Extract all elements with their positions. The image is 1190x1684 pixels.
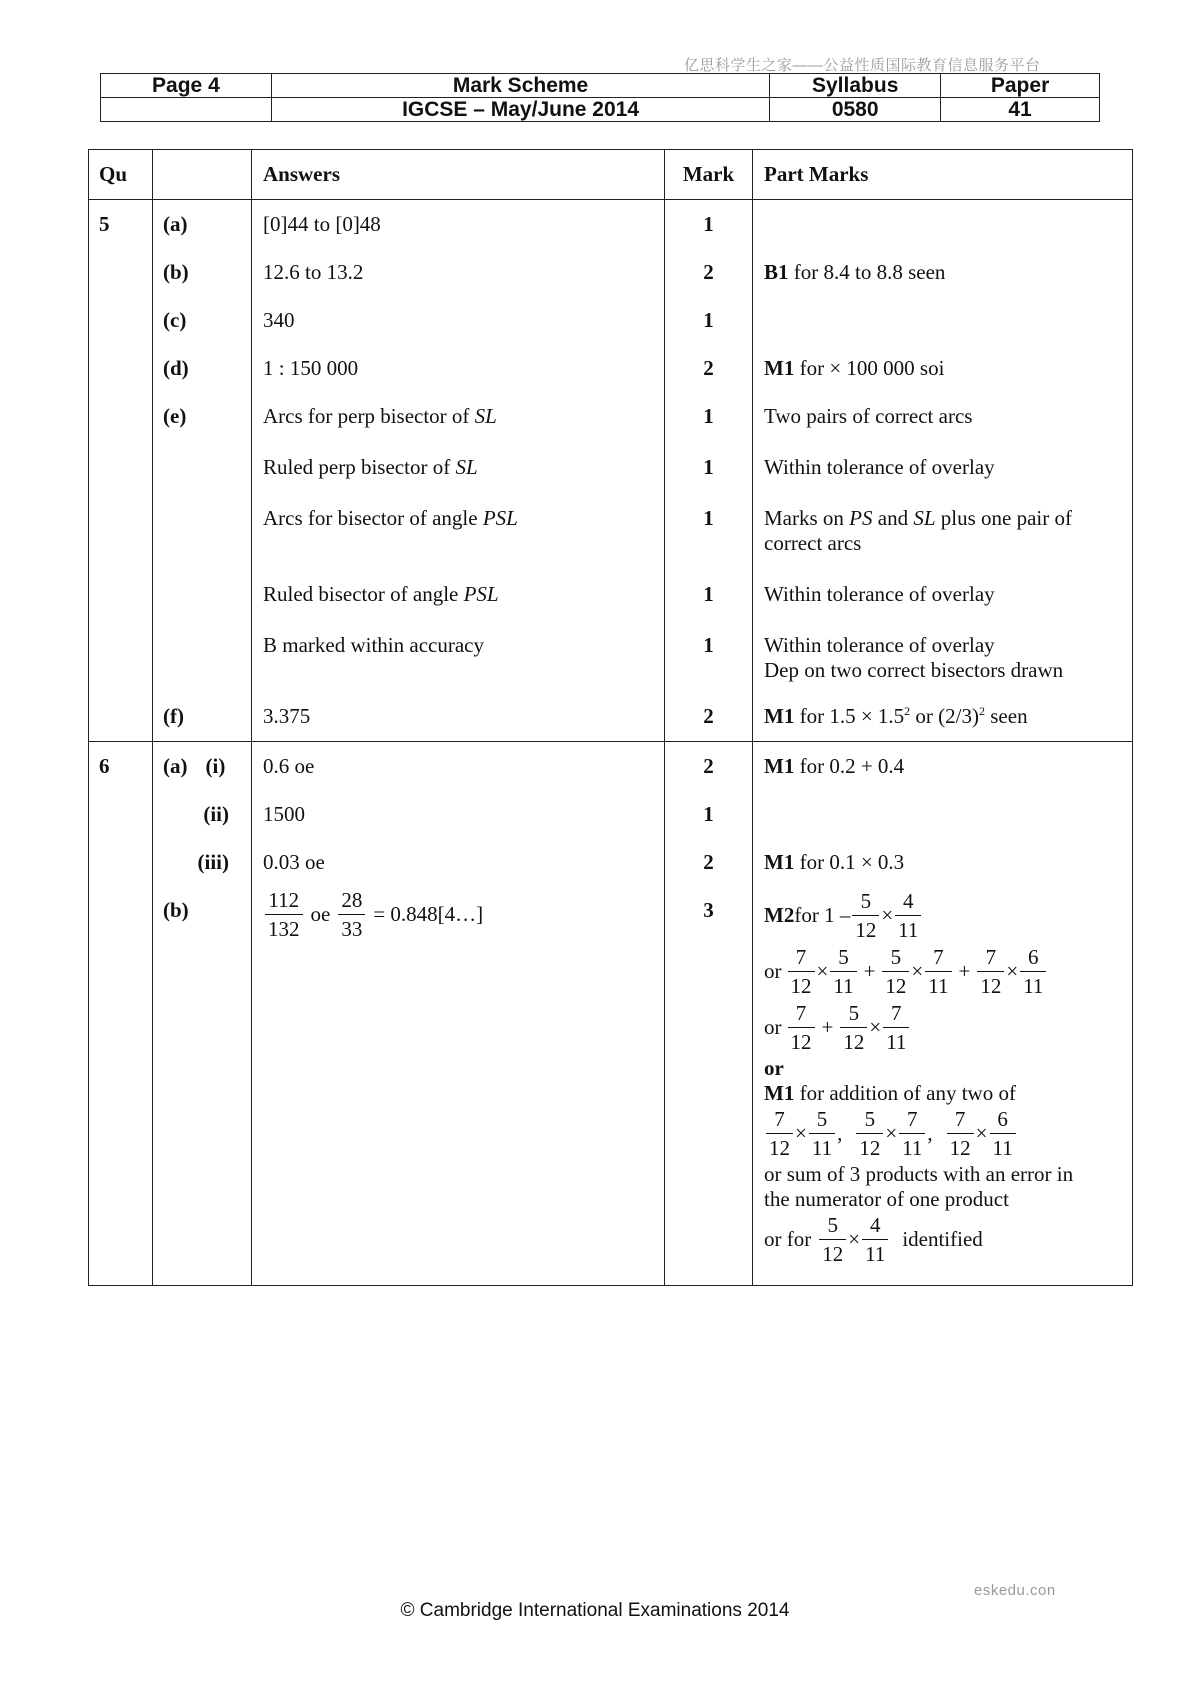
answer: B marked within accuracy — [252, 621, 665, 694]
header-blank — [101, 98, 272, 122]
part-label: (f) — [153, 694, 252, 742]
mark: 2 — [665, 838, 753, 886]
paper-number: 41 — [941, 98, 1100, 122]
answer: Ruled bisector of angle PSL — [252, 570, 665, 621]
part-label: (iii) — [153, 838, 252, 886]
exam-session: IGCSE – May/June 2014 — [271, 98, 769, 122]
part-label: (a) (i) — [153, 742, 252, 790]
question-6 — [89, 742, 1133, 1286]
syllabus-label: Syllabus — [770, 74, 941, 98]
footer-copyright: © Cambridge International Examinations 2014 — [400, 1600, 790, 1621]
part-label: (e) — [153, 392, 252, 443]
watermark-top: 亿思科学生之家——公益性质国际教育信息服务平台 — [684, 57, 1041, 74]
part-marks — [753, 200, 1133, 248]
part-marks: Within tolerance of overlay Dep on two correct bisectors drawn — [753, 621, 1133, 694]
fraction: $\frac{112}{132}$ — [265, 890, 303, 940]
part-marks: Within tolerance of overlay — [753, 570, 1133, 621]
mark: 1 — [665, 494, 753, 570]
document-title: Mark Scheme — [271, 74, 769, 98]
mark: 1 — [665, 621, 753, 694]
part-label: (ii) — [153, 790, 252, 838]
part-label: (d) — [153, 344, 252, 392]
part-marks: M1 for 0.1 × 0.3 — [753, 838, 1133, 886]
fraction: $\frac{28}{33}$ — [338, 890, 365, 940]
col-part — [153, 150, 252, 200]
mark: 1 — [665, 392, 753, 443]
page-number: Page 4 — [101, 74, 272, 98]
part-marks: M2 for 1 – $\frac{5}{12}$ × $\frac{4}{11}$ or $\frac{7}{12}$ × $\frac{5}{11}$ + $\frac{5}{12}$ × $\frac{7}{11}$ + $\frac{7}{12}$ × $\frac{6}{11}$ or $\frac{7}{12}$ + $\frac{5}{12}$ × $\frac{7}{11}$ or M1 for addition of any two of $\frac{7}{12}$ × $\frac{5}{11}$ , $\frac{5}{12}$ × $\frac{7}{11}$ , $\frac{7}{12}$ × $\frac{6}{11}$ or sum of 3 products with an error in the numerator of one product or for $\frac{5}{12}$ × $\frac{4}{11}$ identified — [753, 886, 1133, 1286]
answer: 340 — [252, 296, 665, 344]
mark: 1 — [665, 200, 753, 248]
answer: 0.03 oe — [252, 838, 665, 886]
part-marks-text: for × 100 000 soi — [794, 355, 945, 380]
mark: 2 — [665, 344, 753, 392]
part-marks-text: for 8.4 to 8.8 seen — [788, 259, 946, 284]
mark-code: B1 — [764, 259, 789, 284]
mark: 2 — [665, 694, 753, 742]
col-qu: Qu — [89, 150, 153, 200]
answer: 12.6 to 13.2 — [252, 248, 665, 296]
answer: Arcs for perp bisector of SL — [252, 392, 665, 443]
mark-code: M1 — [764, 355, 795, 380]
mark: 1 — [665, 790, 753, 838]
part-label: (c) — [153, 296, 252, 344]
part-marks: M1 for $1.5 \times 1.5^2$ or $(2/3)^2$ seen — [753, 694, 1133, 742]
mark: 1 — [665, 296, 753, 344]
mark: 2 — [665, 248, 753, 296]
answer: 1 : 150 000 — [252, 344, 665, 392]
part-marks — [753, 344, 1133, 392]
question-number: 6 — [89, 742, 153, 790]
col-answers: Answers — [252, 150, 665, 200]
part-marks: M1 for 0.2 + 0.4 — [753, 742, 1133, 790]
syllabus-code: 0580 — [770, 98, 941, 122]
mark: 1 — [665, 570, 753, 621]
question-5 — [89, 200, 1133, 742]
mark-scheme-table — [88, 149, 1133, 1286]
answer: 1500 — [252, 790, 665, 838]
watermark-bottom: eskedu.con — [974, 1582, 1056, 1599]
paper-label: Paper — [941, 74, 1100, 98]
col-part-marks: Part Marks — [753, 150, 1133, 200]
mark: 1 — [665, 443, 753, 494]
part-label: (b) — [153, 886, 252, 1286]
part-label: (b) — [153, 248, 252, 296]
part-marks — [753, 248, 1133, 296]
answer: [0]44 to [0]48 — [252, 200, 665, 248]
answer: 0.6 oe — [252, 742, 665, 790]
mark: 3 — [665, 886, 753, 1286]
answer: Arcs for bisector of angle PSL — [252, 494, 665, 570]
answer: 3.375 — [252, 694, 665, 742]
part-label: (a) — [153, 200, 252, 248]
col-mark: Mark — [665, 150, 753, 200]
part-marks: Marks on PS and SL plus one pair of correct arcs — [753, 494, 1133, 570]
answer: Ruled perp bisector of SL — [252, 443, 665, 494]
question-number: 5 — [89, 200, 153, 248]
header-table — [100, 73, 1100, 122]
part-marks: Within tolerance of overlay — [753, 443, 1133, 494]
part-marks: Two pairs of correct arcs — [753, 392, 1133, 443]
mark: 2 — [665, 742, 753, 790]
answer: $\frac{112}{132}$ oe $\frac{28}{33}$ = 0.848[4…] — [252, 886, 665, 1286]
